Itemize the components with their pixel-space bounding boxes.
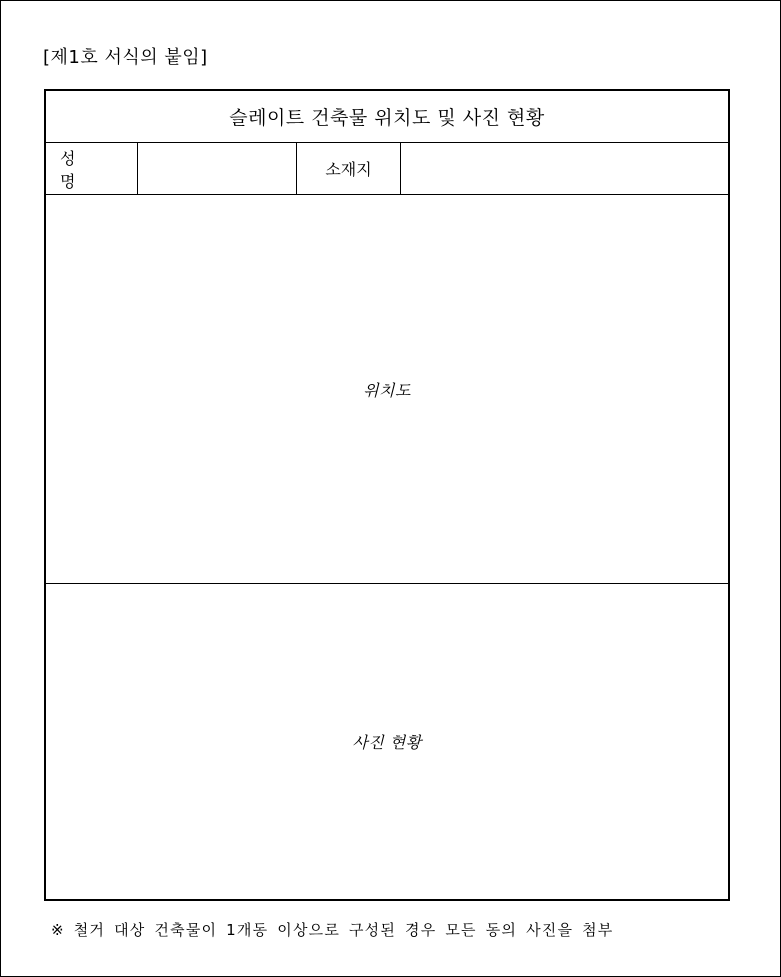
address-label: 소재지 xyxy=(297,143,401,194)
form-table xyxy=(44,89,730,901)
info-row xyxy=(46,143,728,195)
photo-status-area[interactable] xyxy=(46,584,728,899)
location-map-label: 위치도 xyxy=(363,380,411,400)
footnote: ※ 철거 대상 건축물이 1개동 이상으로 구성된 경우 모든 동의 사진을 첨부 xyxy=(51,921,614,939)
photo-status-label: 사진 현황 xyxy=(352,733,422,752)
name-field[interactable] xyxy=(138,143,297,194)
location-map-area[interactable] xyxy=(46,195,728,584)
form-title: 슬레이트 건축물 위치도 및 사진 현황 xyxy=(46,91,728,143)
address-field[interactable] xyxy=(401,143,728,194)
name-label: 성 명 xyxy=(46,143,138,194)
form-reference: [제1호 서식의 붙임] xyxy=(43,47,208,68)
